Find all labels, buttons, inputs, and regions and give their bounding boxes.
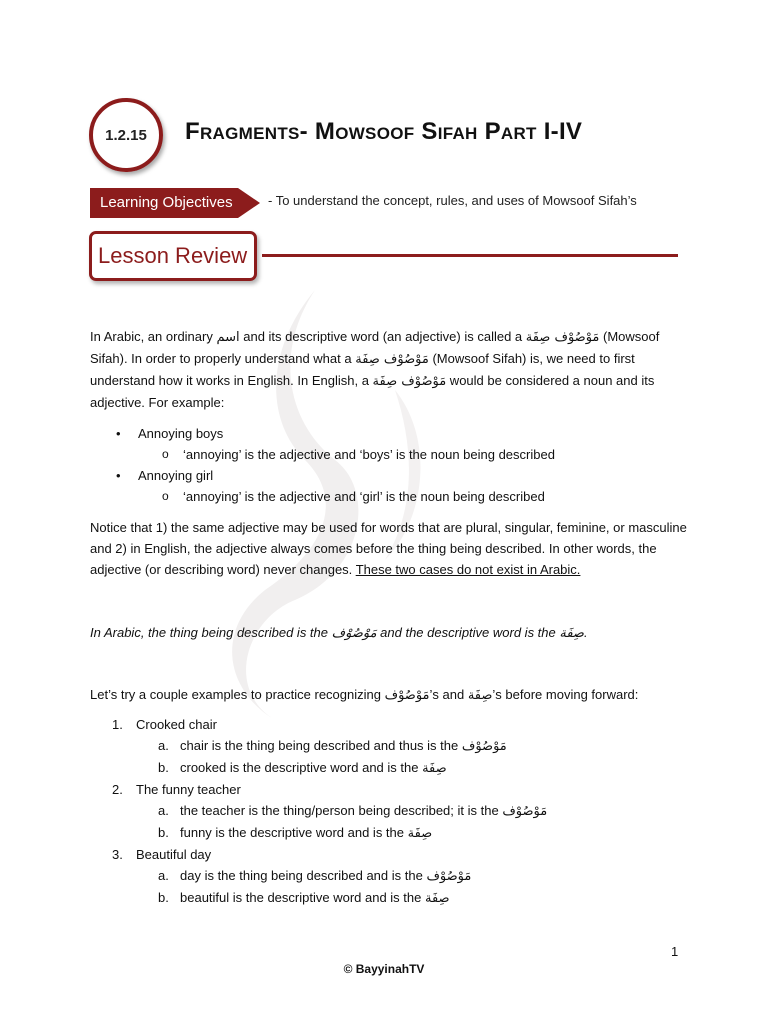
list-item: [90, 486, 690, 507]
item-text: beautiful is the descriptive word and is the: [180, 890, 425, 905]
practice-intro: [90, 684, 690, 706]
list-item: [90, 465, 690, 507]
list-item: [136, 822, 690, 844]
arabic-mowsoof: مَوْصُوْف: [331, 626, 377, 641]
arabic-ism: اسم: [216, 330, 240, 345]
page-number: 1: [671, 944, 679, 959]
learning-objectives-label: Learning Objectives: [100, 194, 233, 211]
arabic-term: مَوْصُوْف: [461, 739, 507, 754]
learning-objectives-text: - To understand the concept, rules, and uses of Mowsoof Sifah’s: [268, 193, 637, 208]
list-item: [136, 800, 690, 822]
arabic-mowsoof-sifah: مَوْصُوْف صِفَة: [355, 352, 429, 367]
item-letter: b.: [158, 890, 169, 905]
item-text: funny is the descriptive word and is the: [180, 825, 408, 840]
notice-paragraph: [90, 517, 690, 580]
notice-emphasis: These two cases do not exist in Arabic.: [355, 562, 581, 577]
example-title: The funny teacher: [136, 782, 241, 797]
arabic-term: صِفَة: [422, 761, 447, 776]
intro-paragraph: [90, 326, 690, 413]
intro-text-5: would be considered a noun and its adjective. For example:: [90, 373, 655, 410]
arabic-mowsoof-sifah: مَوْصُوْف صِفَة: [525, 330, 600, 345]
arabic-term: مَوْصُوْف: [426, 869, 472, 884]
item-number: 3.: [112, 847, 123, 862]
section-divider: [262, 254, 678, 257]
list-item: [90, 779, 690, 844]
list-item: [90, 844, 690, 909]
example-label: Annoying girl: [138, 468, 214, 483]
english-examples-list: [90, 423, 690, 507]
list-item: [136, 735, 690, 757]
lesson-review-box: [89, 231, 257, 281]
footer-copyright: © BayyinahTV: [343, 962, 425, 976]
lesson-review-label: Lesson Review: [98, 243, 248, 268]
list-item: [136, 757, 690, 779]
learning-objectives-tab: [90, 188, 238, 218]
arabic-sifah: صِفَة: [559, 626, 584, 641]
practice-examples-list: [90, 714, 690, 909]
item-letter: b.: [158, 760, 169, 775]
intro-text-1: In Arabic, an ordinary: [90, 329, 217, 344]
item-text: chair is the thing being described and thus is the: [180, 738, 462, 753]
example-title: Crooked chair: [136, 717, 217, 732]
list-item: [136, 865, 690, 887]
arabic-term: صِفَة: [407, 826, 433, 841]
arabic-term: مَوْصُوْف: [502, 804, 548, 819]
item-text: crooked is the descriptive word and is the: [180, 760, 423, 775]
item-letter: b.: [158, 825, 169, 840]
item-text: the teacher is the thing/person being described; it is the: [180, 803, 503, 818]
arabic-mowsoof: مَوْصُوْف: [384, 688, 430, 703]
item-letter: a.: [158, 803, 169, 818]
practice-text-3: ’s before moving forward:: [492, 687, 639, 702]
intro-text-4: (Mowsoof Sifah) is, we need to first understand how it works in English. In English, a: [90, 351, 635, 388]
page-title: Fragments- Mowsoof Sifah Part I-IV: [185, 118, 583, 145]
item-text: day is the thing being described and is the: [180, 868, 427, 883]
arabic-sifah: صِفَة: [467, 688, 493, 703]
list-item: [90, 423, 690, 465]
arabic-term: صِفَة: [424, 891, 450, 906]
example-title: Beautiful day: [136, 847, 212, 862]
lesson-number: 1.2.15: [105, 126, 147, 144]
example-note: ‘annoying’ is the adjective and ‘boys’ is the noun being described: [183, 447, 555, 462]
definition-text-1: In Arabic, the thing being described is the: [90, 625, 332, 640]
definition-line: [90, 622, 690, 644]
item-number: 2.: [112, 782, 123, 797]
practice-text-1: Let’s try a couple examples to practice recognizing: [90, 687, 385, 702]
example-label: Annoying boys: [138, 426, 224, 441]
lesson-number-badge: [89, 98, 163, 172]
item-number: 1.: [112, 717, 123, 732]
lesson-body: [90, 326, 690, 909]
item-letter: a.: [158, 738, 169, 753]
notice-text: Notice that 1) the same adjective may be used for words that are plural, singular, feminine, or masculine and 2) in English, the adjective always comes before the thing being described. In other words, the adjective (or describing word) never changes.: [90, 520, 687, 577]
list-item: [136, 887, 690, 909]
list-item: [90, 714, 690, 779]
intro-text-3: (Mowsoof Sifah). In order to properly understand what a: [90, 329, 660, 366]
item-letter: a.: [158, 868, 169, 883]
list-item: [90, 444, 690, 465]
definition-text-2: and the descriptive word is the: [376, 625, 560, 640]
intro-text-2: and its descriptive word (an adjective) is called a: [239, 329, 526, 344]
definition-text-3: .: [583, 625, 588, 640]
example-note: ‘annoying’ is the adjective and ‘girl’ is the noun being described: [183, 489, 545, 504]
practice-text-2: ’s and: [429, 687, 468, 702]
arabic-mowsoof-sifah: مَوْصُوْف صِفَة: [372, 374, 447, 389]
